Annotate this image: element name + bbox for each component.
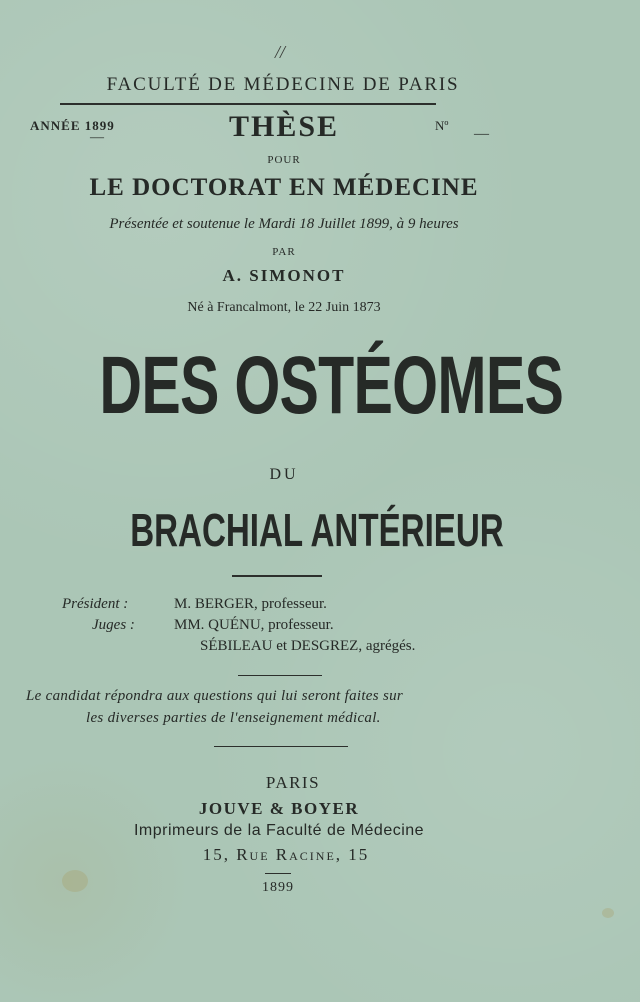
judges-label: Juges : <box>92 617 135 633</box>
these-heading: THÈSE <box>228 110 340 143</box>
par-label: PAR <box>272 246 296 258</box>
publisher-address: 15, Rue Racine, 15 <box>202 845 370 864</box>
year-label: ANNÉE 1899 <box>30 118 115 133</box>
presentation-date: Présentée et soutenue le Mardi 18 Juillet 1899, à 9 heures <box>109 216 459 232</box>
year-dash: — <box>90 130 104 145</box>
title-rule <box>232 575 322 577</box>
pour-label: POUR <box>267 154 301 166</box>
publisher-name: JOUVE & BOYER <box>198 799 360 818</box>
judges-line-1: MM. QUÉNU, professeur. <box>174 617 334 633</box>
notice-line-1: Le candidat répondra aux questions qui lui seront faites sur <box>26 688 404 704</box>
faculty-name: FACULTÉ DE MÉDECINE DE PARIS <box>106 74 460 95</box>
notice-line-2: les diverses parties de l'enseignement médical. <box>86 710 381 726</box>
imprint-city: PARIS <box>265 773 321 792</box>
number-dash: — <box>474 126 489 142</box>
publication-year: 1899 <box>262 880 294 895</box>
title-connector: DU <box>269 466 299 483</box>
header-rule <box>60 103 436 105</box>
publisher-role: Imprimeurs de la Faculté de Médecine <box>133 822 425 839</box>
jury-rule <box>238 675 322 676</box>
author-birth: Né à Francalmont, le 22 Juin 1873 <box>187 300 381 315</box>
paper-stain <box>602 908 614 918</box>
degree-title: LE DOCTORAT EN MÉDECINE <box>89 174 479 201</box>
president-name: M. BERGER, professeur. <box>174 596 327 612</box>
number-label: Nº <box>435 118 449 133</box>
author-name: A. SIMONOT <box>222 266 346 285</box>
president-label: Président : <box>62 596 129 612</box>
thesis-title: DES OSTÉOMES <box>99 340 564 431</box>
year-rule <box>265 873 291 874</box>
notice-rule <box>214 746 348 747</box>
thesis-subtitle: BRACHIAL ANTÉRIEUR <box>130 504 504 556</box>
handwritten-mark: // <box>274 42 285 62</box>
judges-line-2: SÉBILEAU et DESGREZ, agrégés. <box>200 638 416 654</box>
